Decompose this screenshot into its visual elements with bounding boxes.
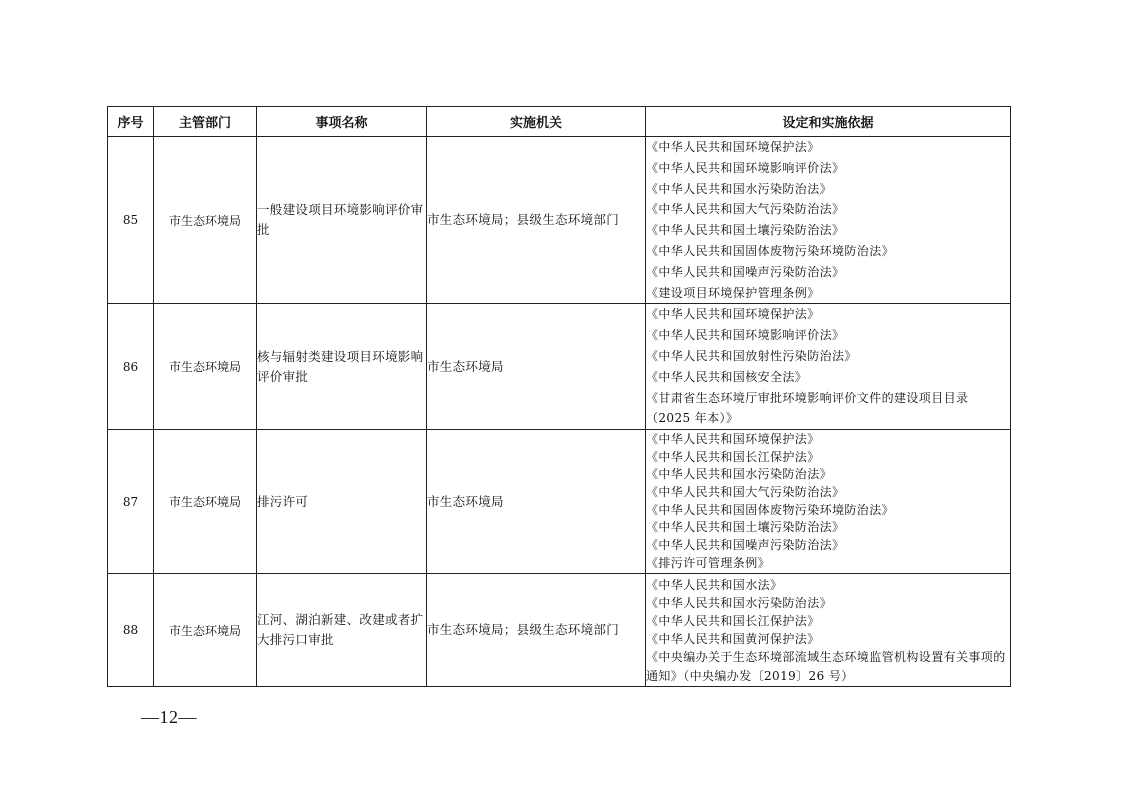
basis-line: 《中华人民共和国水污染防治法》 — [646, 181, 833, 196]
cell-item: 江河、湖泊新建、改建或者扩大排污口审批 — [257, 574, 427, 687]
header-basis: 设定和实施依据 — [646, 107, 1011, 137]
cell-seq: 87 — [108, 430, 154, 574]
cell-agency: 市生态环境局 — [427, 430, 646, 574]
cell-seq: 85 — [108, 137, 154, 304]
header-seq: 序号 — [108, 107, 154, 137]
table-row — [108, 304, 1011, 430]
basis-line: 《甘肃省生态环境厅审批环境影响评价文件的建设项目目录（2025 年本）》 — [646, 390, 969, 426]
basis-line: 《中华人民共和国固体废物污染环境防治法》 — [646, 243, 895, 258]
cell-agency: 市生态环境局 — [427, 304, 646, 430]
basis-line: 《中华人民共和国环境影响评价法》 — [646, 328, 845, 343]
basis-line: 《中华人民共和国环境保护法》 — [646, 431, 820, 446]
basis-line: 《中华人民共和国噪声污染防治法》 — [646, 538, 845, 553]
page-number: —12— — [141, 707, 197, 727]
basis-line: 《中华人民共和国水法》 — [646, 577, 783, 592]
cell-agency: 市生态环境局；县级生态环境部门 — [427, 574, 646, 687]
cell-item: 一般建设项目环境影响评价审批 — [257, 137, 427, 304]
cell-basis — [646, 430, 1011, 574]
basis-line: 《中华人民共和国核安全法》 — [646, 369, 808, 384]
table-row — [108, 574, 1011, 687]
header-item: 事项名称 — [257, 107, 427, 137]
cell-agency: 市生态环境局；县级生态环境部门 — [427, 137, 646, 304]
cell-item: 排污许可 — [257, 430, 427, 574]
basis-line: 《中央编办关于生态环境部流域生态环境监管机构设置有关事项的通知》（中央编办发〔2019〕26 号） — [646, 650, 1006, 683]
basis-line: 《中华人民共和国水污染防治法》 — [646, 595, 833, 610]
basis-line: 《中华人民共和国水污染防治法》 — [646, 467, 833, 482]
basis-line: 《中华人民共和国环境影响评价法》 — [646, 160, 845, 175]
header-agency: 实施机关 — [427, 107, 646, 137]
basis-line: 《中华人民共和国长江保护法》 — [646, 449, 820, 464]
basis-line: 《中华人民共和国放射性污染防治法》 — [646, 348, 857, 363]
basis-line: 《中华人民共和国固体废物污染环境防治法》 — [646, 502, 895, 517]
basis-line: 《中华人民共和国土壤污染防治法》 — [646, 223, 845, 238]
table-header-row — [108, 107, 1011, 137]
cell-dept: 市生态环境局 — [154, 304, 257, 430]
basis-line: 《建设项目环境保护管理条例》 — [646, 285, 820, 300]
cell-dept: 市生态环境局 — [154, 137, 257, 304]
cell-dept: 市生态环境局 — [154, 430, 257, 574]
basis-line: 《中华人民共和国长江保护法》 — [646, 613, 820, 628]
basis-line: 《排污许可管理条例》 — [646, 555, 771, 570]
basis-line: 《中华人民共和国环境保护法》 — [646, 307, 820, 322]
basis-line: 《中华人民共和国噪声污染防治法》 — [646, 264, 845, 279]
table-row — [108, 430, 1011, 574]
table-row — [108, 137, 1011, 304]
approval-items-table — [107, 106, 1011, 687]
cell-dept: 市生态环境局 — [154, 574, 257, 687]
basis-line: 《中华人民共和国土壤污染防治法》 — [646, 520, 845, 535]
cell-basis — [646, 137, 1011, 304]
cell-seq: 86 — [108, 304, 154, 430]
basis-line: 《中华人民共和国黄河保护法》 — [646, 632, 820, 647]
cell-basis — [646, 574, 1011, 687]
basis-line: 《中华人民共和国大气污染防治法》 — [646, 484, 845, 499]
cell-item: 核与辐射类建设项目环境影响评价审批 — [257, 304, 427, 430]
header-dept: 主管部门 — [154, 107, 257, 137]
basis-line: 《中华人民共和国环境保护法》 — [646, 140, 820, 154]
cell-seq: 88 — [108, 574, 154, 687]
basis-line: 《中华人民共和国大气污染防治法》 — [646, 202, 845, 217]
cell-basis — [646, 304, 1011, 430]
